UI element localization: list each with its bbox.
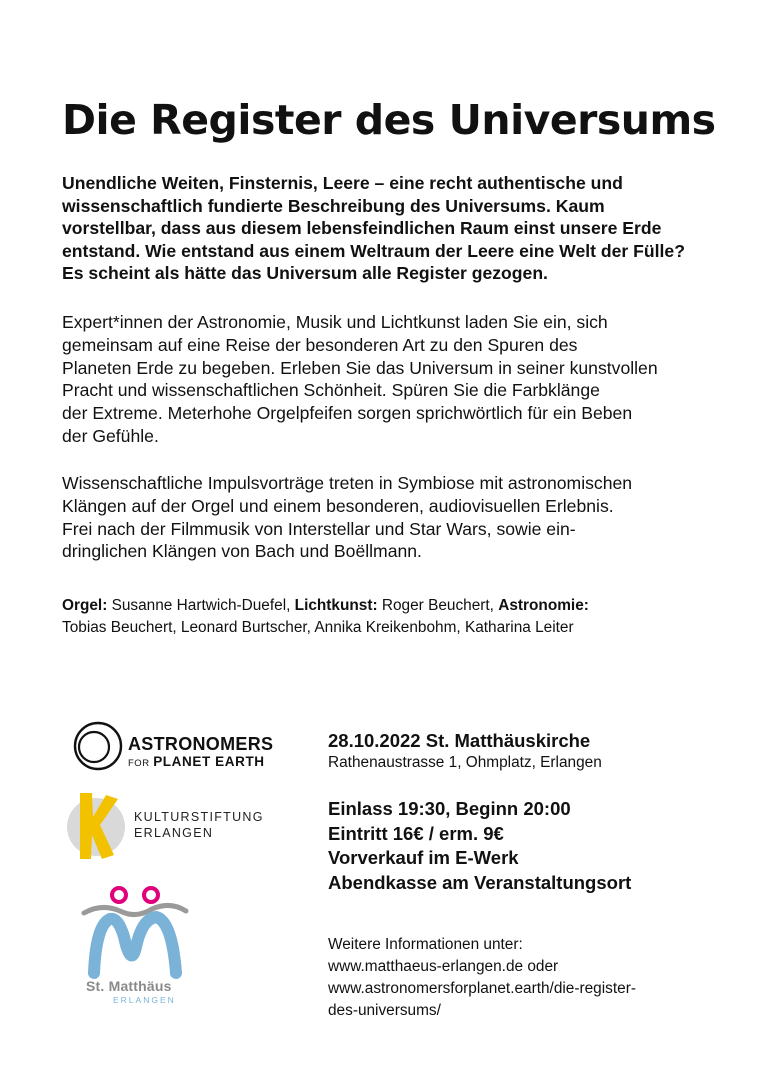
- light-value: Roger Beuchert,: [377, 597, 499, 614]
- paragraph-line: Planeten Erde zu begeben. Erleben Sie das Universum in seiner kunstvollen: [62, 357, 658, 378]
- paragraph-line: der Gefühle.: [62, 425, 159, 446]
- more-info-link[interactable]: www.matthaeus-erlangen.de oder: [328, 958, 559, 975]
- paragraph-line: Frei nach der Filmmusik von Interstellar und Star Wars, sowie ein-: [62, 518, 576, 539]
- paragraph-line: dringlichen Klängen von Bach und Boëllmann.: [62, 541, 422, 562]
- st-matthaeus-logo: [80, 885, 195, 1010]
- lead-line: vorstellbar, dass aus diesem lebensfeindlichen Raum einst unsere Erde: [62, 218, 662, 238]
- kulturstiftung-erlangen-logo: [66, 789, 276, 861]
- event-detail-line: Vorverkauf im E-Werk: [328, 847, 519, 868]
- lead-paragraph: [62, 172, 746, 285]
- lead-line: Es scheint als hätte das Universum alle Register gezogen.: [62, 263, 548, 283]
- lead-line: entstand. Wie entstand aus einem Weltraum der Leere eine Welt der Fülle?: [62, 240, 685, 261]
- st-matthaeus-figures-icon: [80, 885, 195, 980]
- apfe-subtitle: [128, 754, 265, 769]
- credits-line-1: [62, 595, 752, 617]
- astronomers-for-planet-earth-logo: [70, 717, 285, 775]
- event-details: [328, 797, 631, 895]
- kultur-line-2: ERLANGEN: [134, 826, 214, 840]
- organ-value: Susanne Hartwich-Duefel,: [107, 597, 295, 614]
- body-paragraph-1: [62, 311, 752, 448]
- light-label: Lichtkunst:: [294, 597, 378, 614]
- apfe-for: FOR: [128, 758, 150, 769]
- apfe-planet-earth: PLANET EARTH: [153, 754, 265, 769]
- st-matthaeus-city: ERLANGEN: [113, 995, 176, 1005]
- paragraph-line: der Extreme. Meterhohe Orgelpfeifen sorgen sprichwörtlich für ein Beben: [62, 403, 633, 424]
- more-info-link[interactable]: des-universums/: [328, 1002, 441, 1019]
- planet-orbit-icon: [70, 717, 126, 773]
- event-detail-line: Abendkasse am Veranstaltungsort: [328, 871, 632, 893]
- paragraph-line: Pracht und wissenschaftlichen Schönheit. Spüren Sie die Farbklänge: [62, 380, 600, 401]
- organ-label: Orgel:: [62, 597, 108, 614]
- paragraph-line: Wissenschaftliche Impulsvorträge treten in Symbiose mit astronomischen: [62, 473, 633, 493]
- apfe-title: ASTRONOMERS: [128, 734, 274, 754]
- lead-line: Unendliche Weiten, Finsternis, Leere – eine recht authentische und: [62, 173, 623, 193]
- event-date-place: 28.10.2022 St. Matthäuskirche: [328, 730, 591, 751]
- body-paragraph-2: [62, 472, 752, 563]
- event-detail-line: Einlass 19:30, Beginn 20:00: [328, 798, 571, 819]
- kulturstiftung-k-icon: [66, 789, 128, 861]
- paragraph-line: gemeinsam auf eine Reise der besonderen Art zu den Spuren des: [62, 334, 578, 355]
- credits-line-2: Tobias Beuchert, Leonard Burtscher, Annika Kreikenbohm, Katharina Leiter: [62, 619, 574, 636]
- astro-label: Astronomie:: [498, 597, 589, 614]
- paragraph-line: Klängen auf der Orgel und einem besonderen, audiovisuellen Erlebnis.: [62, 495, 614, 516]
- event-detail-line: Eintritt 16€ / erm. 9€: [328, 822, 504, 844]
- credits: [62, 595, 752, 639]
- st-matthaeus-name: St. Matthäus: [86, 978, 172, 994]
- more-info: [328, 934, 636, 1022]
- more-info-link[interactable]: www.astronomersforplanet.earth/die-register-: [328, 980, 636, 997]
- lead-line: wissenschaftlich fundierte Beschreibung des Universums. Kaum: [62, 195, 605, 216]
- kultur-line-1: KULTURSTIFTUNG: [134, 810, 264, 824]
- page-title: Die Register des Universums: [62, 96, 716, 144]
- paragraph-line: Expert*innen der Astronomie, Musik und Lichtkunst laden Sie ein, sich: [62, 312, 608, 332]
- more-info-label: Weitere Informationen unter:: [328, 936, 523, 953]
- event-address: Rathenaustrasse 1, Ohmplatz, Erlangen: [328, 754, 602, 771]
- kulturstiftung-text: [134, 809, 264, 841]
